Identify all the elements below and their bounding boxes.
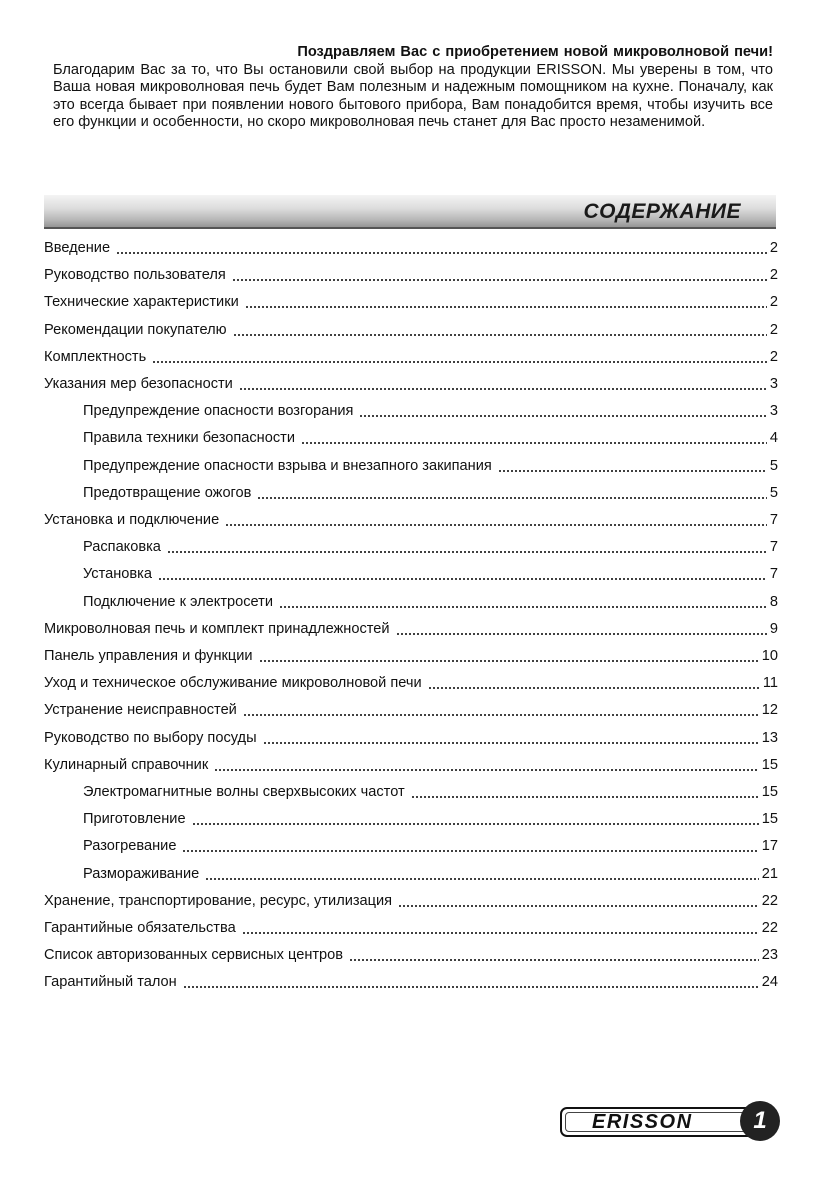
- toc-page-number: 2: [769, 348, 778, 365]
- toc-leader-dots: [243, 701, 759, 719]
- toc-entry-label: Список авторизованных сервисных центров: [44, 947, 344, 964]
- toc-entry: [44, 940, 778, 964]
- toc-page-number: 24: [761, 974, 778, 991]
- toc-leader-dots: [279, 593, 767, 611]
- toc-entry: [44, 233, 778, 257]
- toc-leader-dots: [257, 484, 766, 502]
- toc-subentry: [83, 478, 778, 502]
- toc-entry-label: Установка: [83, 566, 152, 583]
- toc-page-number: 7: [769, 539, 778, 556]
- toc-entry-label: Распаковка: [83, 539, 161, 556]
- toc-entry: [44, 967, 778, 991]
- toc-page-number: 17: [761, 838, 778, 855]
- footer-logo: [560, 1101, 782, 1141]
- toc-entry: [44, 668, 778, 692]
- toc-leader-dots: [182, 837, 758, 855]
- toc-leader-dots: [245, 293, 767, 311]
- toc-entry-label: Размораживание: [83, 865, 200, 882]
- toc-entry: [44, 315, 778, 339]
- toc-page-number: 2: [769, 240, 778, 256]
- toc-leader-dots: [214, 756, 759, 774]
- toc-subentry: [83, 859, 778, 883]
- intro-section: [53, 44, 773, 132]
- toc-header-bar: [44, 195, 776, 229]
- toc-entry: [44, 913, 778, 937]
- toc-page-number: 5: [769, 457, 778, 474]
- toc-page-number: 2: [769, 321, 778, 338]
- toc-page-number: 3: [769, 403, 778, 420]
- toc-page-number: 15: [761, 811, 778, 828]
- toc-entry: [44, 342, 778, 366]
- toc-page-number: 3: [769, 376, 778, 392]
- toc-entry-label: Гарантийные обязательства: [44, 920, 236, 936]
- toc-page-number: 7: [769, 512, 778, 528]
- toc-leader-dots: [349, 946, 759, 964]
- brand-logo-frame: [560, 1107, 760, 1137]
- toc-leader-dots: [242, 919, 759, 937]
- toc-leader-dots: [205, 865, 759, 883]
- toc-entry-label: Хранение, транспортирование, ресурс, утилизация: [44, 892, 393, 909]
- toc-entry: [44, 750, 778, 774]
- toc-page-number: 12: [761, 702, 778, 719]
- toc-subentry: [83, 451, 778, 475]
- toc-entry-label: Устранение неисправностей: [44, 702, 237, 719]
- toc-leader-dots: [301, 429, 767, 447]
- toc-entry: [44, 641, 778, 665]
- toc-page-number: 22: [761, 920, 778, 936]
- toc-leader-dots: [225, 511, 767, 529]
- toc-subentry: [83, 423, 778, 447]
- toc-leader-dots: [239, 375, 767, 393]
- toc-entry: [44, 369, 778, 393]
- toc-leader-dots: [183, 973, 759, 991]
- toc-subentry: [83, 777, 778, 801]
- toc-leader-dots: [232, 266, 767, 284]
- toc-leader-dots: [167, 538, 767, 556]
- toc-entry: [44, 723, 778, 747]
- toc-subentry: [83, 396, 778, 420]
- toc-entry-label: Уход и техническое обслуживание микроволновой печи: [44, 675, 422, 692]
- toc-entry-label: Панель управления и функции: [44, 648, 253, 664]
- toc-entry-label: Предупреждение опасности взрыва и внезапного закипания: [83, 457, 492, 474]
- toc-leader-dots: [396, 620, 767, 638]
- toc-entry-label: Руководство пользователя: [44, 267, 226, 284]
- toc-entry-label: Введение: [44, 240, 111, 256]
- brand-logo-text: ERISSON: [592, 1111, 693, 1133]
- toc-page-number: 4: [769, 430, 778, 447]
- toc-entry-label: Руководство по выбору посуды: [44, 729, 257, 746]
- toc-leader-dots: [152, 348, 767, 366]
- toc-leader-dots: [116, 239, 767, 257]
- toc-page-number: 8: [769, 593, 778, 610]
- toc-subentry: [83, 587, 778, 611]
- toc-page-number: 15: [761, 784, 778, 800]
- toc-leader-dots: [411, 783, 759, 801]
- toc-leader-dots: [263, 729, 759, 747]
- toc-entry-label: Подключение к электросети: [83, 593, 274, 610]
- toc-entry-label: Технические характеристики: [44, 294, 239, 311]
- toc-entry: [44, 614, 778, 638]
- toc-subentry: [83, 804, 778, 828]
- toc-page-number: 2: [769, 267, 778, 284]
- toc-page-number: 2: [769, 294, 778, 311]
- toc-subentry: [83, 532, 778, 556]
- toc-leader-dots: [158, 565, 767, 583]
- toc-entry: [44, 260, 778, 284]
- toc-leader-dots: [428, 674, 760, 692]
- toc-subentry: [83, 559, 778, 583]
- toc-entry-label: Комплектность: [44, 348, 147, 365]
- toc-page-number: 15: [761, 756, 778, 773]
- toc-leader-dots: [498, 457, 767, 475]
- toc-entry-label: Предотвращение ожогов: [83, 484, 252, 501]
- toc-leader-dots: [259, 647, 759, 665]
- toc-page-number: 7: [769, 566, 778, 583]
- toc-leader-dots: [192, 810, 759, 828]
- toc-page-number: 9: [769, 620, 778, 637]
- toc-leader-dots: [359, 402, 766, 420]
- toc-entry: [44, 505, 778, 529]
- toc-entry-label: Приготовление: [83, 811, 186, 828]
- toc-page-number: 21: [761, 865, 778, 882]
- toc-entry-label: Предупреждение опасности возгорания: [83, 403, 354, 420]
- intro-heading: Поздравляем Вас с приобретением новой микроволновой печи!: [297, 44, 773, 60]
- toc-title: СОДЕРЖАНИЕ: [583, 200, 741, 223]
- toc-entry-label: Указания мер безопасности: [44, 376, 233, 392]
- toc-entry-label: Микроволновая печь и комплект принадлежностей: [44, 620, 390, 637]
- toc-entry-label: Гарантийный талон: [44, 974, 177, 991]
- toc-entry-label: Разогревание: [83, 838, 177, 855]
- toc-entry: [44, 695, 778, 719]
- page-number-badge: 1: [740, 1101, 780, 1141]
- toc-entry-label: Электромагнитные волны сверхвысоких частот: [83, 784, 405, 800]
- toc-entry-label: Установка и подключение: [44, 512, 220, 528]
- toc-leader-dots: [233, 321, 767, 339]
- intro-paragraph: Благодарим Вас за то, что Вы остановили свой выбор на продукции ERISSON. Мы уверены в том, что Ваша новая микроволновая печь будет Вам полезным и надежным помощником на кухне. Поначалу, как это всегда бывает при появлении нового бытового прибора, Вам понадобится время, чтобы изучить все его функции и особенности, но скоро микроволновая печь станет для Вас просто незаменимой.: [53, 61, 773, 131]
- toc-page-number: 10: [761, 648, 778, 664]
- toc-page-number: 11: [762, 675, 778, 692]
- toc-entry: [44, 287, 778, 311]
- toc-page-number: 13: [761, 729, 778, 746]
- toc-page-number: 5: [769, 484, 778, 501]
- toc-entry: [44, 886, 778, 910]
- toc-page-number: 22: [761, 892, 778, 909]
- toc-entry-label: Кулинарный справочник: [44, 756, 209, 773]
- toc-entry-label: Правила техники безопасности: [83, 430, 295, 447]
- toc-page-number: 23: [761, 947, 778, 964]
- toc-subentry: [83, 831, 778, 855]
- toc-entry-label: Рекомендации покупателю: [44, 321, 227, 338]
- toc-leader-dots: [398, 892, 759, 910]
